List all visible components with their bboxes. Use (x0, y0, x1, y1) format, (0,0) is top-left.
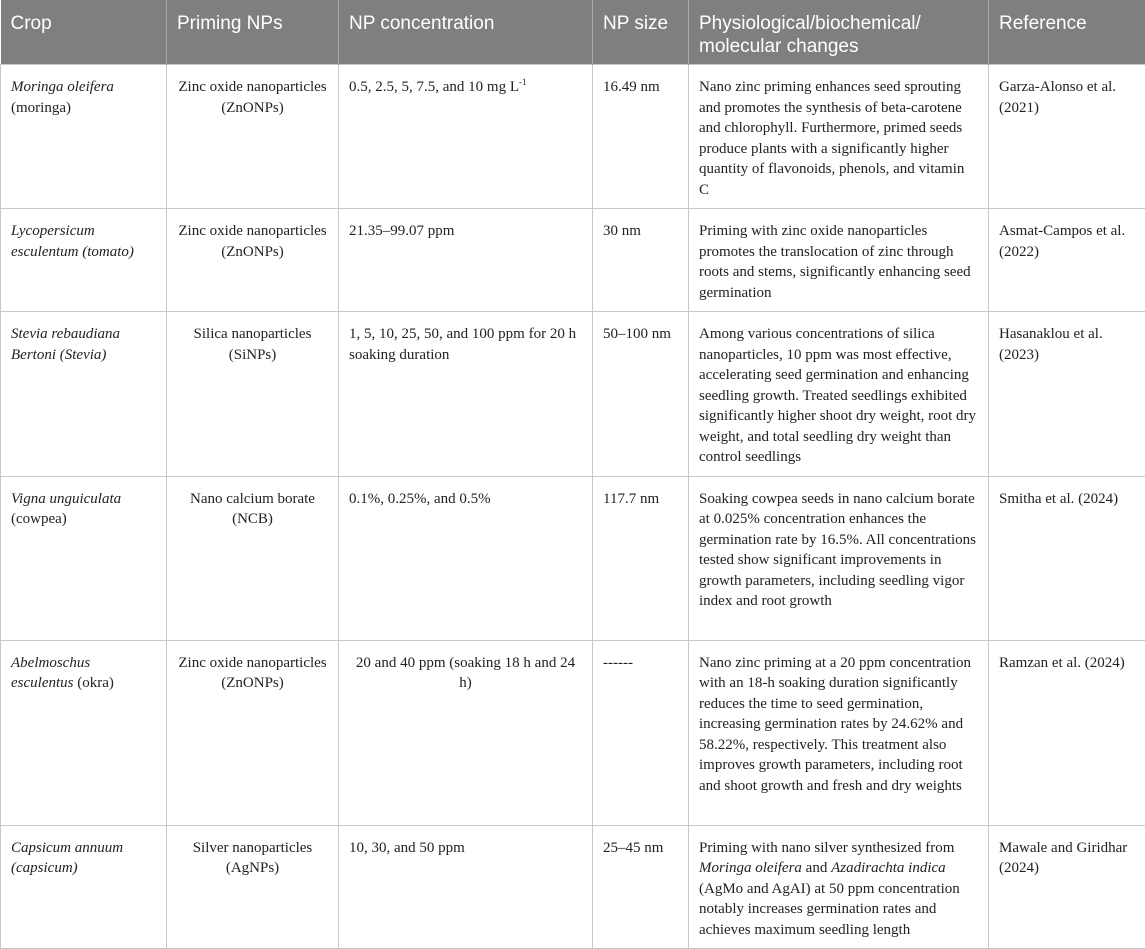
reference-cell: Hasanaklou et al. (2023) (989, 312, 1145, 477)
changes-cell: Priming with zinc oxide nanoparticles promotes the translocation of zinc through roots and stems, significantly enhancing seed germination (689, 209, 989, 312)
crop-cell (1, 825, 167, 949)
reference-cell: Ramzan et al. (2024) (989, 640, 1145, 825)
concentration-text: 0.5, 2.5, 5, 7.5, and 10 mg L (349, 79, 519, 95)
changes-text: and (806, 860, 828, 876)
table-row (1, 312, 1145, 477)
header-row (1, 0, 1145, 65)
size-cell: 50–100 nm (593, 312, 689, 477)
size-cell: 16.49 nm (593, 65, 689, 209)
crop-cell (1, 640, 167, 825)
species-name: Moringa oleifera (699, 860, 802, 876)
crop-cell (1, 476, 167, 640)
reference-cell: Garza-Alonso et al. (2021) (989, 65, 1145, 209)
concentration-cell: 0.1%, 0.25%, and 0.5% (339, 476, 593, 640)
priming-nps-cell: Silver nanoparticles (AgNPs) (167, 825, 339, 949)
crop-scientific-name: Moringa oleifera (11, 79, 114, 95)
size-cell: ------ (593, 640, 689, 825)
changes-text: Priming with nano silver synthesized from (699, 840, 954, 856)
priming-nps-cell: Zinc oxide nanoparticles (ZnONPs) (167, 209, 339, 312)
priming-nps-cell: Zinc oxide nanoparticles (ZnONPs) (167, 65, 339, 209)
changes-cell: Nano zinc priming at a 20 ppm concentration with an 18-h soaking duration significantly reduces the time to seed germination, increasing germination rates by 24.62% and 58.22%, respectively. This treatment also improves growth parameters, including root and shoot growth and fresh and dry weights (689, 640, 989, 825)
crop-cell (1, 209, 167, 312)
concentration-cell: 1, 5, 10, 25, 50, and 100 ppm for 20 h soaking duration (339, 312, 593, 477)
species-name: Azadirachta indica (831, 860, 946, 876)
crop-cell (1, 312, 167, 477)
priming-nps-cell: Silica nanoparticles (SiNPs) (167, 312, 339, 477)
crop-common-name: (okra) (77, 675, 114, 691)
changes-cell (689, 825, 989, 949)
table-row (1, 65, 1145, 209)
reference-cell: Asmat-Campos et al. (2022) (989, 209, 1145, 312)
size-cell: 25–45 nm (593, 825, 689, 949)
concentration-cell: 21.35–99.07 ppm (339, 209, 593, 312)
header-np-concentration: NP concentration (339, 0, 593, 65)
concentration-superscript: -1 (519, 77, 527, 87)
changes-text: (AgMo and AgAI) at 50 ppm concentration notably increases germination rates and achieves maximum seedling length (699, 881, 960, 938)
crop-scientific-name: Capsicum annuum (capsicum) (11, 840, 123, 877)
reference-cell: Smitha et al. (2024) (989, 476, 1145, 640)
concentration-cell: 20 and 40 ppm (soaking 18 h and 24 h) (339, 640, 593, 825)
changes-cell: Soaking cowpea seeds in nano calcium borate at 0.025% concentration enhances the germination rate by 16.5%. All concentrations tested show significant improvements in growth parameters, including seedling vigor index and root growth (689, 476, 989, 640)
concentration-cell (339, 65, 593, 209)
reference-cell: Mawale and Giridhar (2024) (989, 825, 1145, 949)
priming-nps-cell: Nano calcium borate (NCB) (167, 476, 339, 640)
crop-common-name: (cowpea) (11, 511, 67, 527)
crop-scientific-name: Stevia rebaudiana Bertoni (Stevia) (11, 326, 120, 363)
header-changes: Physiological/biochemical/ molecular changes (689, 0, 989, 65)
header-crop: Crop (1, 0, 167, 65)
crop-common-name: (moringa) (11, 100, 71, 116)
table-row (1, 476, 1145, 640)
header-reference: Reference (989, 0, 1145, 65)
priming-nps-cell: Zinc oxide nanoparticles (ZnONPs) (167, 640, 339, 825)
concentration-cell: 10, 30, and 50 ppm (339, 825, 593, 949)
table-row (1, 209, 1145, 312)
changes-cell: Nano zinc priming enhances seed sprouting and promotes the synthesis of beta-carotene and chlorophyll. Furthermore, primed seeds produce plants with a significantly higher quantity of flavonoids, phenols, and vitamin C (689, 65, 989, 209)
crop-scientific-name: Lycopersicum esculentum (tomato) (11, 223, 134, 260)
crop-scientific-name: Abelmoschus esculentus (11, 655, 90, 692)
size-cell: 30 nm (593, 209, 689, 312)
changes-cell: Among various concentrations of silica nanoparticles, 10 ppm was most effective, accelerating seed germination and enhancing seedling growth. Treated seedlings exhibited significantly higher shoot dry weight, root dry weight, and total seedling dry weight than control seedlings (689, 312, 989, 477)
header-np-size: NP size (593, 0, 689, 65)
table-row (1, 825, 1145, 949)
crop-scientific-name: Vigna unguiculata (11, 491, 121, 507)
crop-cell (1, 65, 167, 209)
size-cell: 117.7 nm (593, 476, 689, 640)
table-row (1, 640, 1145, 825)
header-priming-nps: Priming NPs (167, 0, 339, 65)
